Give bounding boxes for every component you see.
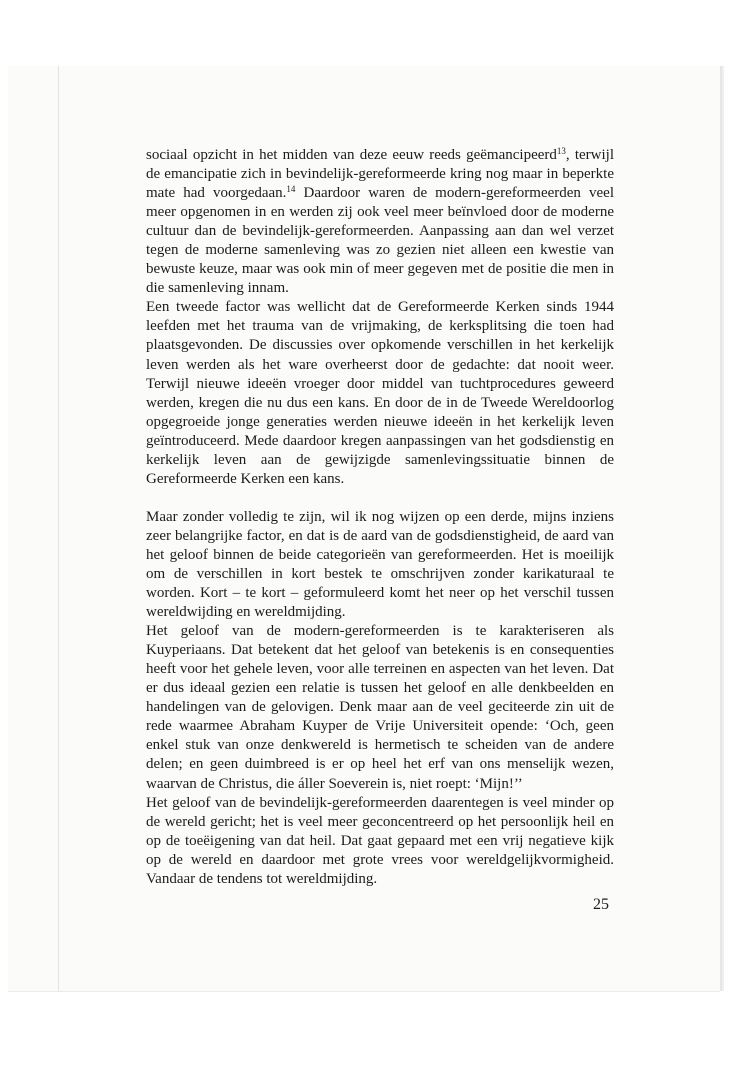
paragraph-1-text-a: sociaal opzicht in het midden van deze eeuw reeds geëmancipeerd (146, 147, 557, 163)
paragraph-3: Maar zonder volledig te zijn, wil ik nog wijzen op een derde, mijns inziens zeer belangrijke factor, en dat is de aard van de godsdienstigheid, de aard van het geloof binnen de beide categorieën van gereformeerden. Het is moeilijk om de verschillen in kort bestek te omschrijven zonder karikaturaal te worden. Kort – te kort – geformuleerd komt het neer op het verschil tussen wereldwijding en wereldmijding. (146, 508, 614, 621)
body-text (146, 146, 614, 889)
paragraph-1-text-c: Daardoor waren de modern-gereformeerden veel meer opgenomen in en werden zij ook veel meer beïnvloed door de moderne cultuur dan de bevindelijk-gereformeerden. Aanpassing aan dan wel verzet tegen de moderne samenleving was zo gezien niet alleen een kwestie van bewuste keuze, maar was ook min of meer gegeven met de positie die men in die samenleving innam. (146, 185, 614, 297)
page-number: 25 (593, 896, 609, 913)
paragraph-1 (146, 146, 614, 298)
footnote-ref-14: 14 (286, 184, 296, 195)
page-binding-edge (58, 66, 59, 991)
paragraph-1-text-b: , terwijl de emancipatie zich in bevindelijk-gereformeerde kring nog maar in beperkte mate had voorgedaan. (146, 147, 615, 202)
footnote-ref-13: 13 (556, 146, 566, 156)
paragraph-2: Een tweede factor was wellicht dat de Gereformeerde Kerken sinds 1944 leefden met het trauma van de vrijmaking, de kerksplitsing die toen had plaatsgevonden. De discussies over opkomende verschillen in het kerkelijk leven werden als het ware overheerst door de gedachte: dat nooit weer. Terwijl nieuwe ideeën vroeger door middel van tuchtprocedures geweerd werden, kregen die nu dus een kans. En door de in de Tweede Wereldoorlog opgegroeide jonge generaties werden nieuwe ideeën in het kerkelijk leven geïntroduceerd. Mede daardoor kregen aanpassingen van het godsdienstig en kerkelijk leven aan de gewijzigde samenlevingssituatie binnen de Gereformeerde Kerken een kans. (146, 299, 614, 487)
paragraph-5: Het geloof van de bevindelijk-gereformeerden daarentegen is veel minder op de wereld gericht; het is veel meer geconcentreerd op het persoonlijk heil en op de toeëigening van dat heil. Dat gaat gepaard met een vrij negatieve kijk op de wereld en daardoor met grote vrees voor wereldgelijkvormigheid. Vandaar de tendens tot wereldmijding. (146, 794, 614, 887)
paragraph-4: Het geloof van de modern-gereformeerden is te karakteriseren als Kuyperiaans. Dat betekent dat het geloof van betekenis is en consequenties heeft voor het gehele leven, voor alle terreinen en aspecten van het leven. Dat er dus ideaal gezien een relatie is tussen het geloof en alle denkbeelden en handelingen van de gelovigen. Denk maar aan de veel geciteerde zin uit de rede waarmee Abraham Kuyper de Vrije Universiteit opende: ‘Och, geen enkel stuk van onze denkwereld is hermetisch te scheiden van de andere delen; en geen duimbreed is er op heel het erf van ons menselijk wezen, waarvan de Christus, die áller Soeverein is, niet roept: ‘Mijn!’’ (146, 623, 614, 792)
